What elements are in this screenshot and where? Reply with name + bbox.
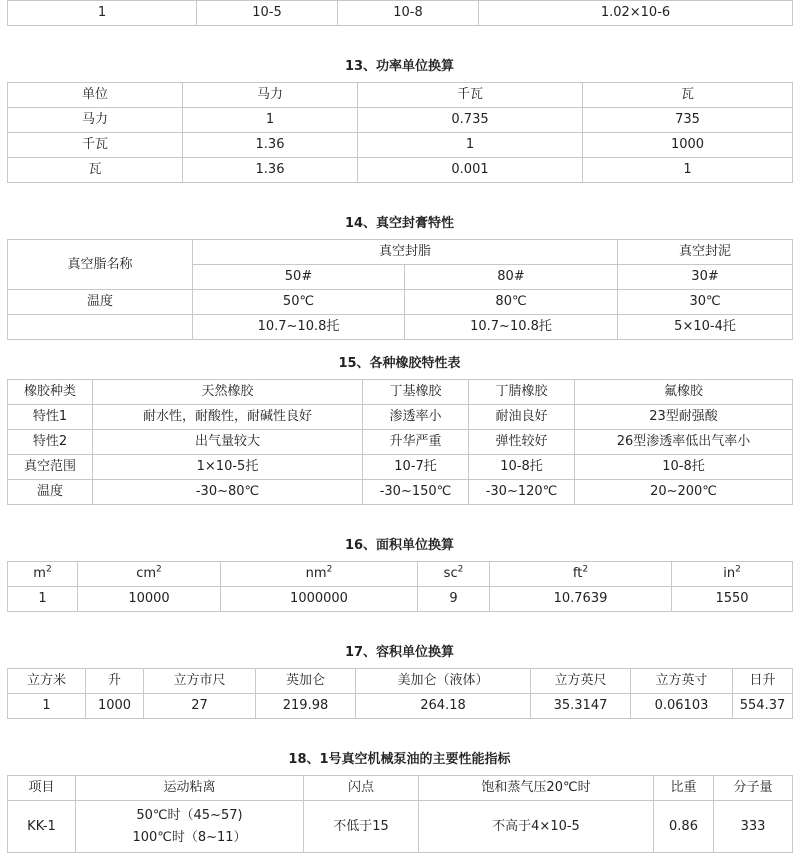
table-row — [8, 108, 793, 133]
cell: -30~150℃ — [363, 480, 469, 505]
cell: 50℃ — [193, 290, 405, 315]
table-row — [8, 562, 793, 587]
cell: 瓦 — [583, 83, 793, 108]
cell: -30~80℃ — [93, 480, 363, 505]
table-row — [8, 1, 793, 26]
unit-cell — [672, 562, 793, 587]
table-row — [8, 405, 793, 430]
cell: 26型渗透率低出气率小 — [575, 430, 793, 455]
cell: 23型耐强酸 — [575, 405, 793, 430]
cell: 项目 — [8, 776, 76, 801]
table-row — [8, 801, 793, 853]
cell: 比重 — [654, 776, 714, 801]
table-row — [8, 83, 793, 108]
cell: 735 — [583, 108, 793, 133]
exponent: 2 — [326, 564, 333, 575]
cell: 千瓦 — [358, 83, 583, 108]
cell: 温度 — [8, 290, 193, 315]
cell: 9 — [418, 587, 490, 612]
cell: 5×10-4托 — [618, 315, 793, 340]
volume-conversion-table — [7, 668, 793, 719]
cell: 1.02×10-6 — [479, 1, 793, 26]
unit-label: sc — [443, 566, 458, 581]
cell: 80# — [405, 265, 618, 290]
cell: 1000000 — [221, 587, 418, 612]
cell: 219.98 — [256, 694, 356, 719]
cell: 天然橡胶 — [93, 380, 363, 405]
table-row — [8, 455, 793, 480]
exponent: 2 — [735, 564, 741, 575]
cell: 升华严重 — [363, 430, 469, 455]
area-conversion-table — [7, 561, 793, 612]
unit-cell — [221, 562, 418, 587]
cell: 80℃ — [405, 290, 618, 315]
cell: 10.7~10.8托 — [405, 315, 618, 340]
cell: 升 — [86, 669, 144, 694]
exponent: 2 — [45, 564, 52, 575]
section-title-15: 15、各种橡胶特性表 — [338, 356, 461, 371]
table-row — [8, 290, 793, 315]
cell: 1 — [8, 694, 86, 719]
section-title-17: 17、容积单位换算 — [344, 645, 455, 660]
cell: 1000 — [86, 694, 144, 719]
section-title-18: 18、1号真空机械泵油的主要性能指标 — [288, 752, 511, 767]
cell: 30℃ — [618, 290, 793, 315]
cell: 运动粘离 — [76, 776, 304, 801]
cell: 1000 — [583, 133, 793, 158]
cell: 554.37 — [733, 694, 793, 719]
unit-label: nm — [305, 566, 327, 581]
cell: 立方英尺 — [531, 669, 631, 694]
cell: 立方英寸 — [631, 669, 733, 694]
cell: 10.7~10.8托 — [193, 315, 405, 340]
cell: 35.3147 — [531, 694, 631, 719]
cell: 0.735 — [358, 108, 583, 133]
cell: 50# — [193, 265, 405, 290]
unit-cell — [490, 562, 672, 587]
cell: 1 — [358, 133, 583, 158]
cell: 1 — [583, 158, 793, 183]
vacuum-grease-table — [7, 239, 793, 340]
cell: 特性2 — [8, 430, 93, 455]
cell: 单位 — [8, 83, 183, 108]
pump-oil-table — [7, 775, 793, 853]
exponent: 2 — [156, 564, 162, 575]
cell: 耐水性，耐酸性，耐碱性良好 — [93, 405, 363, 430]
cell: 0.001 — [358, 158, 583, 183]
cell: 264.18 — [356, 694, 531, 719]
table-row — [8, 380, 793, 405]
cell: 10-8 — [338, 1, 479, 26]
cell: 氟橡胶 — [575, 380, 793, 405]
cell: 10-5 — [197, 1, 338, 26]
cell: 特性1 — [8, 405, 93, 430]
cell: 10-8托 — [575, 455, 793, 480]
cell: 真空封脂 — [193, 240, 618, 265]
cell: 马力 — [8, 108, 183, 133]
cell: 丁基橡胶 — [363, 380, 469, 405]
cell: 日升 — [733, 669, 793, 694]
cell: -30~120℃ — [469, 480, 575, 505]
table-row — [8, 587, 793, 612]
cell: 1 — [8, 1, 197, 26]
cell: 弹性较好 — [469, 430, 575, 455]
table-row — [8, 133, 793, 158]
cell: 333 — [714, 801, 793, 853]
power-conversion-table — [7, 82, 793, 183]
cell: 闪点 — [304, 776, 419, 801]
cell: 饱和蒸气压20℃时 — [419, 776, 654, 801]
unit-cell — [78, 562, 221, 587]
table-row — [8, 240, 793, 265]
exponent: 2 — [457, 564, 464, 575]
cell: 真空封泥 — [618, 240, 793, 265]
cell: 1550 — [672, 587, 793, 612]
cell: 1 — [183, 108, 358, 133]
cell: 1 — [8, 587, 78, 612]
table-row — [8, 669, 793, 694]
cell: 英加仑 — [256, 669, 356, 694]
cell: 出气量较大 — [93, 430, 363, 455]
rubber-properties-table — [7, 379, 793, 505]
table-row — [8, 694, 793, 719]
cell: 丁腈橡胶 — [469, 380, 575, 405]
cell — [8, 315, 193, 340]
cell: 真空脂名称 — [8, 240, 193, 290]
cell: 分子量 — [714, 776, 793, 801]
viscosity-cell — [76, 801, 304, 853]
cell: 1.36 — [183, 133, 358, 158]
cell: 10-8托 — [469, 455, 575, 480]
unit-cell — [418, 562, 490, 587]
cell: 30# — [618, 265, 793, 290]
cell: 不高于4×10-5 — [419, 801, 654, 853]
cell: 27 — [144, 694, 256, 719]
document — [7, 0, 792, 853]
viscosity-50: 50℃时（45~57) — [136, 807, 243, 823]
section-title-14: 14、真空封膏特性 — [344, 216, 455, 231]
cell: 温度 — [8, 480, 93, 505]
exponent: 2 — [582, 564, 589, 575]
cell: 瓦 — [8, 158, 183, 183]
unit-label: m — [33, 566, 46, 581]
viscosity-100: 100℃时（8~11） — [132, 829, 247, 845]
cell: 渗透率小 — [363, 405, 469, 430]
cell: 立方米 — [8, 669, 86, 694]
cell: 1.36 — [183, 158, 358, 183]
section-title-13: 13、功率单位换算 — [344, 59, 455, 74]
cell: 1×10-5托 — [93, 455, 363, 480]
unit-cell — [8, 562, 78, 587]
cell: 不低于15 — [304, 801, 419, 853]
prev-table — [7, 0, 793, 26]
cell: 10000 — [78, 587, 221, 612]
table-row — [8, 480, 793, 505]
cell: 20~200℃ — [575, 480, 793, 505]
unit-label: ft — [572, 566, 583, 581]
cell: 真空范围 — [8, 455, 93, 480]
cell: 耐油良好 — [469, 405, 575, 430]
table-row — [8, 158, 793, 183]
cell: KK-1 — [8, 801, 76, 853]
cell: 美加仑（液体） — [356, 669, 531, 694]
unit-label: cm — [136, 566, 157, 581]
unit-label: in — [723, 566, 736, 581]
cell: 0.86 — [654, 801, 714, 853]
table-row — [8, 776, 793, 801]
cell: 10.7639 — [490, 587, 672, 612]
table-row — [8, 430, 793, 455]
cell: 立方市尺 — [144, 669, 256, 694]
cell: 10-7托 — [363, 455, 469, 480]
cell: 马力 — [183, 83, 358, 108]
cell: 橡胶种类 — [8, 380, 93, 405]
cell: 千瓦 — [8, 133, 183, 158]
table-row — [8, 315, 793, 340]
cell: 0.06103 — [631, 694, 733, 719]
section-title-16: 16、面积单位换算 — [344, 538, 455, 553]
